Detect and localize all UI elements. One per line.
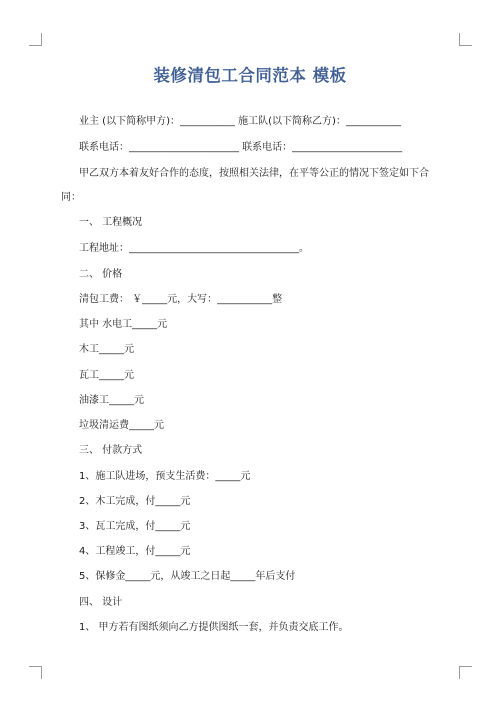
design-item-line: 1、 甲方若有图纸须向乙方提供图纸一套，并负责交底工作。	[79, 622, 349, 633]
document-title: 装修清包工合同范本 模板	[153, 66, 347, 85]
fee-item-line: 瓦工_____元	[79, 370, 134, 381]
section-heading-payment: 三、 付款方式	[79, 445, 143, 456]
preamble-line-end: 同：	[61, 192, 81, 203]
section-heading-overview: 一、 工程概况	[79, 217, 143, 228]
section-heading-design: 四、 设计	[79, 597, 123, 608]
payment-item-line: 1、施工队进场，预支生活费：_____元	[79, 471, 251, 482]
corner-mark-bottom-left	[29, 666, 42, 679]
payment-item-line: 5、保修金_____元，从竣工之日起_____年后支付	[79, 571, 296, 582]
payment-item-line: 2、木工完成，付_____元	[79, 496, 191, 507]
corner-mark-top-right	[459, 33, 472, 46]
preamble-line: 甲乙双方本着友好合作的态度，按照相关法律，在平等公正的情况下签定如下合	[79, 168, 429, 179]
fee-item-line: 木工_____元	[79, 344, 134, 355]
corner-mark-bottom-right	[459, 666, 472, 679]
project-address-line: 工程地址：__________________________________。	[79, 243, 309, 254]
payment-item-line: 3、瓦工完成，付_____元	[79, 521, 191, 532]
fee-item-line: 油漆工_____元	[79, 395, 144, 406]
fee-item-line: 其中 水电工_____元	[79, 319, 168, 330]
section-heading-price: 二、 价格	[79, 269, 123, 280]
payment-item-line: 4、工程竣工，付_____元	[79, 546, 191, 557]
fee-item-line: 垃圾清运费_____元	[79, 420, 164, 431]
total-fee-line: 清包工费： ￥_____元，大写：___________整	[79, 294, 283, 305]
phone-line: 联系电话：______________________ 联系电话：______________________	[79, 142, 403, 153]
corner-mark-top-left	[29, 33, 42, 46]
party-names-line: 业主 (以下简称甲方)：___________ 施工队(以下简称乙方)：___________	[79, 116, 401, 127]
